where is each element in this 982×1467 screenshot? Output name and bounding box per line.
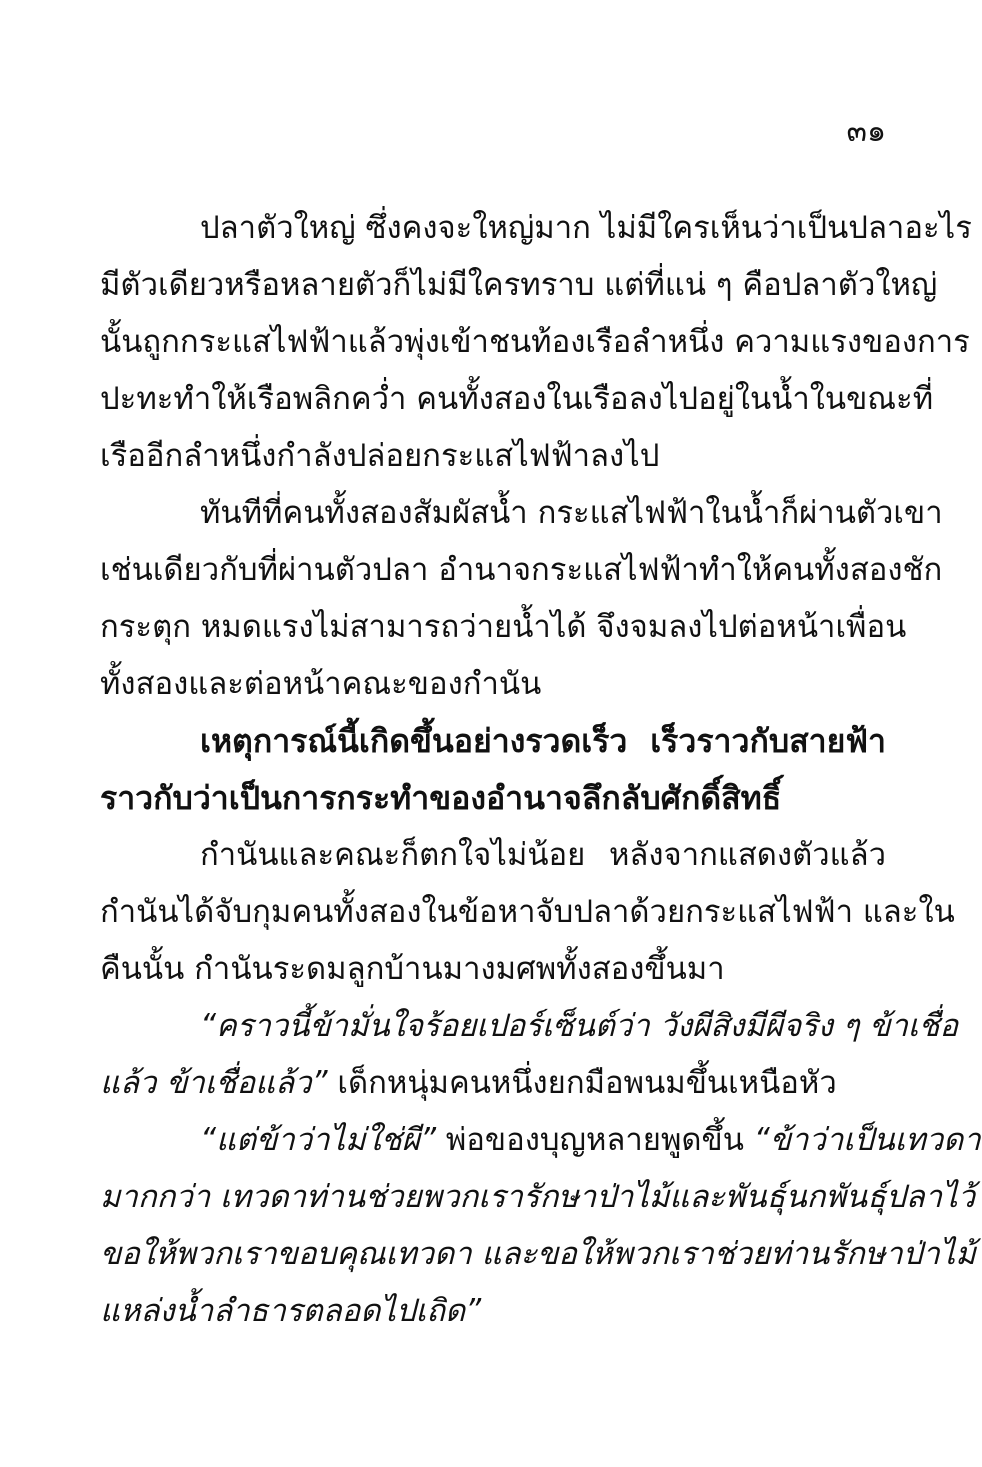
body-text bbox=[100, 200, 981, 1340]
paragraph-line: มีตัวเดียวหรือหลายตัวก็ไม่มีใครทราบ แต่ที่แน่ ๆ คือปลาตัวใหญ่ bbox=[100, 267, 938, 303]
paragraph-line: กำนันและคณะก็ตกใจไม่น้อย หลังจากแสดงตัวแล้ว bbox=[200, 837, 886, 873]
page-number: ๓๑ bbox=[846, 114, 886, 149]
dialogue-line: ขอให้พวกเราขอบคุณเทวดา และขอให้พวกเราช่วยท่านรักษาป่าไม้ bbox=[100, 1236, 976, 1272]
bold-paragraph-line: เหตุการณ์นี้เกิดขึ้นอย่างรวดเร็ว เร็วราวกับสายฟ้า bbox=[200, 722, 886, 760]
paragraph-line: กำนันได้จับกุมคนทั้งสองในข้อหาจับปลาด้วยกระแสไฟฟ้า และใน bbox=[100, 894, 955, 930]
dialogue-quote: แล้ว ข้าเชื่อแล้ว” bbox=[100, 1065, 328, 1101]
paragraph-line: เช่นเดียวกับที่ผ่านตัวปลา อำนาจกระแสไฟฟ้าทำให้คนทั้งสองชัก bbox=[100, 552, 943, 588]
narration-text: พ่อของบุญหลายพูดขึ้น bbox=[436, 1122, 754, 1158]
dialogue-line bbox=[100, 1055, 886, 1112]
paragraph-line: คืนนั้น กำนันระดมลูกบ้านมางมศพทั้งสองขึ้นมา bbox=[100, 951, 725, 987]
dialogue-quote: “แต่ข้าว่าไม่ใช่ผี” bbox=[200, 1122, 437, 1158]
dialogue-line: “คราวนี้ข้ามั่นใจร้อยเปอร์เซ็นต์ว่า วังผีสิงมีผีจริง ๆ ข้าเชื่อ bbox=[200, 1008, 959, 1044]
bold-paragraph-line: ราวกับว่าเป็นการกระทำของอำนาจลึกลับศักดิ์สิทธิ์ bbox=[100, 779, 782, 817]
narration-text: เด็กหนุ่มคนหนึ่งยกมือพนมขึ้นเหนือหัว bbox=[327, 1065, 837, 1101]
paragraph-line: ปะทะทำให้เรือพลิกคว่ำ คนทั้งสองในเรือลงไปอยู่ในน้ำในขณะที่ bbox=[100, 381, 934, 417]
dialogue-line: มากกว่า เทวดาท่านช่วยพวกเรารักษาป่าไม้และพันธุ์นกพันธุ์ปลาไว้ bbox=[100, 1179, 976, 1215]
paragraph-line: นั้นถูกกระแสไฟฟ้าแล้วพุ่งเข้าชนท้องเรือลำหนึ่ง ความแรงของการ bbox=[100, 324, 970, 360]
paragraph-line: กระตุก หมดแรงไม่สามารถว่ายน้ำได้ จึงจมลงไปต่อหน้าเพื่อน bbox=[100, 609, 907, 645]
dialogue-quote: “ข้าว่าเป็นเทวดา bbox=[753, 1122, 981, 1158]
paragraph-line: ทั้งสองและต่อหน้าคณะของกำนัน bbox=[100, 666, 542, 702]
paragraph-line: ปลาตัวใหญ่ ซึ่งคงจะใหญ่มาก ไม่มีใครเห็นว่าเป็นปลาอะไร bbox=[200, 210, 972, 246]
paragraph-line: เรืออีกลำหนึ่งกำลังปล่อยกระแสไฟฟ้าลงไป bbox=[100, 438, 660, 474]
paragraph-line: ทันทีที่คนทั้งสองสัมผัสน้ำ กระแสไฟฟ้าในน้ำก็ผ่านตัวเขา bbox=[200, 495, 943, 531]
dialogue-line: แหล่งน้ำลำธารตลอดไปเถิด” bbox=[100, 1293, 482, 1329]
dialogue-line bbox=[100, 1112, 981, 1169]
